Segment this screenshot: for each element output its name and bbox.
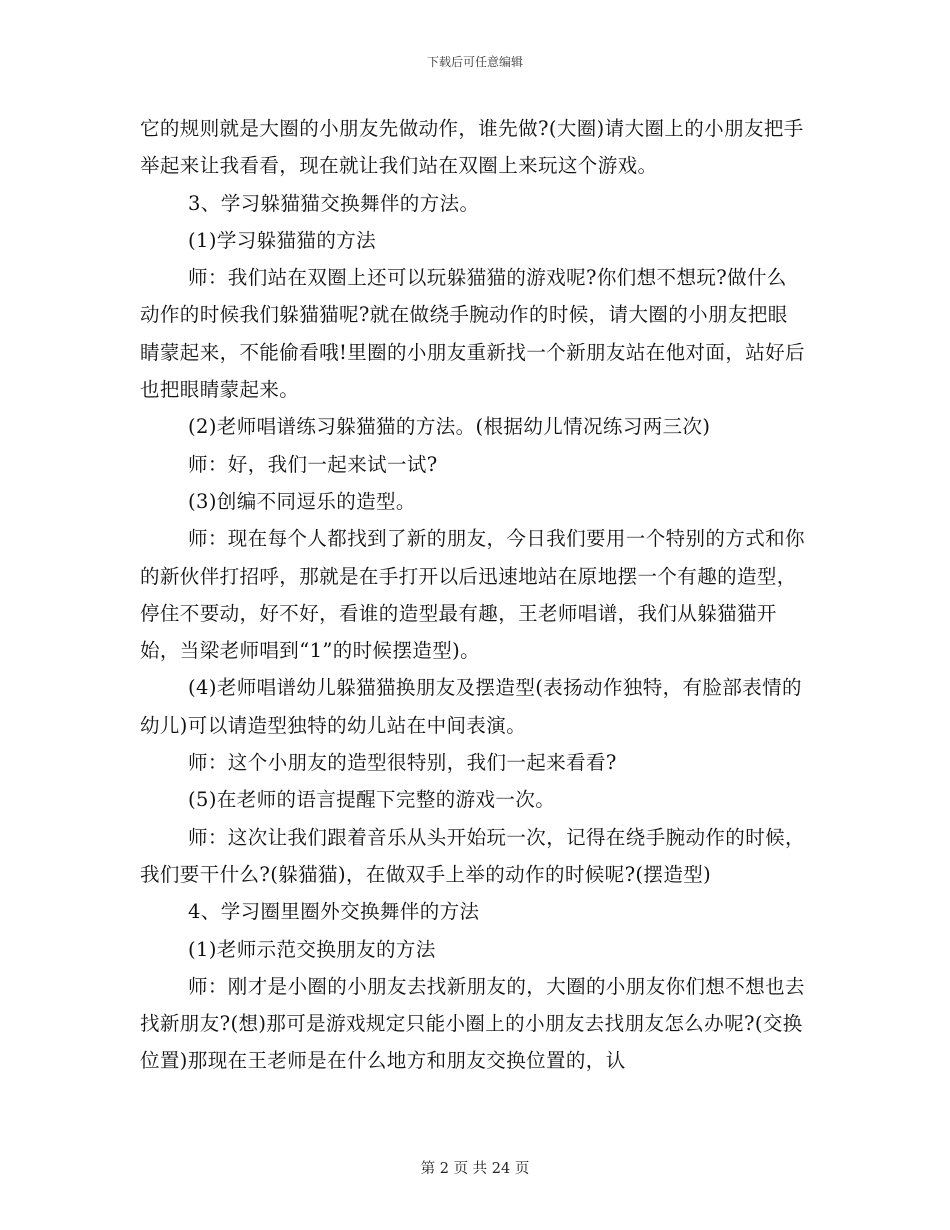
subheading-4: (4)老师唱谱幼儿躲猫猫换朋友及摆造型(表扬动作独特，有脸部表情的幼儿)可以请造型独特的幼儿站在中间表演。 [140,676,802,737]
section-heading-4: 4、学习圈里圈外交换舞伴的方法 [188,900,480,924]
subheading-1: (1)老师示范交换朋友的方法 [188,937,436,961]
paragraph-teacher: 师：好，我们一起来试一试? [188,452,438,476]
page-header-note: 下载后可任意编辑 [426,55,523,69]
subheading-5: (5)在老师的语言提醒下完整的游戏一次。 [188,788,556,812]
paragraph-teacher: 师：这次让我们跟着音乐从头开始玩一次，记得在绕手腕动作的时候，我们要干什么?(躲猫猫)，在做双手上举的动作的时候呢?(摆造型) [140,825,805,886]
paragraph-continuation: 它的规则就是大圈的小朋友先做动作，谁先做?(大圈)请大圈上的小朋友把手举起来让我看看，现在就让我们站在双圈上来玩这个游戏。 [140,117,804,178]
paragraph-teacher: 师：现在每个人都找到了新的朋友，今日我们要用一个特别的方式和你的新伙伴打招呼，那就是在手打开以后迅速地站在原地摆一个有趣的造型，停住不要动，好不好，看谁的造型最有趣，王老师唱谱，我们从躲猫猫开始，当梁老师唱到“1”的时候摆造型)。 [140,527,805,663]
subheading-2: (2)老师唱谱练习躲猫猫的方法。(根据幼儿情况练习两三次) [188,415,711,439]
subheading-3: (3)创编不同逗乐的造型。 [188,489,416,513]
paragraph-teacher: 师：刚才是小圈的小朋友去找新朋友的，大圈的小朋友你们想不想也去找新朋友?(想)那可是游戏规定只能小圈上的小朋友去找朋友怎么办呢?(交换位置)那现在王老师是在什么地方和朋友交换位置的，认 [140,974,805,1073]
document-body [140,110,805,1080]
paragraph-teacher: 师：我们站在双圈上还可以玩躲猫猫的游戏呢?你们想不想玩?做什么动作的时候我们躲猫猫呢?就在做绕手腕动作的时候，请大圈的小朋友把眼睛蒙起来，不能偷看哦!里圈的小朋友重新找一个新朋友站在他对面，站好后也把眼睛蒙起来。 [140,266,805,402]
subheading-1: (1)学习躲猫猫的方法 [188,228,377,252]
page-number-footer: 第 2 页 共 24 页 [420,1161,530,1177]
section-heading-3: 3、学习躲猫猫交换舞伴的方法。 [188,191,480,215]
paragraph-teacher: 师：这个小朋友的造型很特别，我们一起来看看? [188,751,617,775]
